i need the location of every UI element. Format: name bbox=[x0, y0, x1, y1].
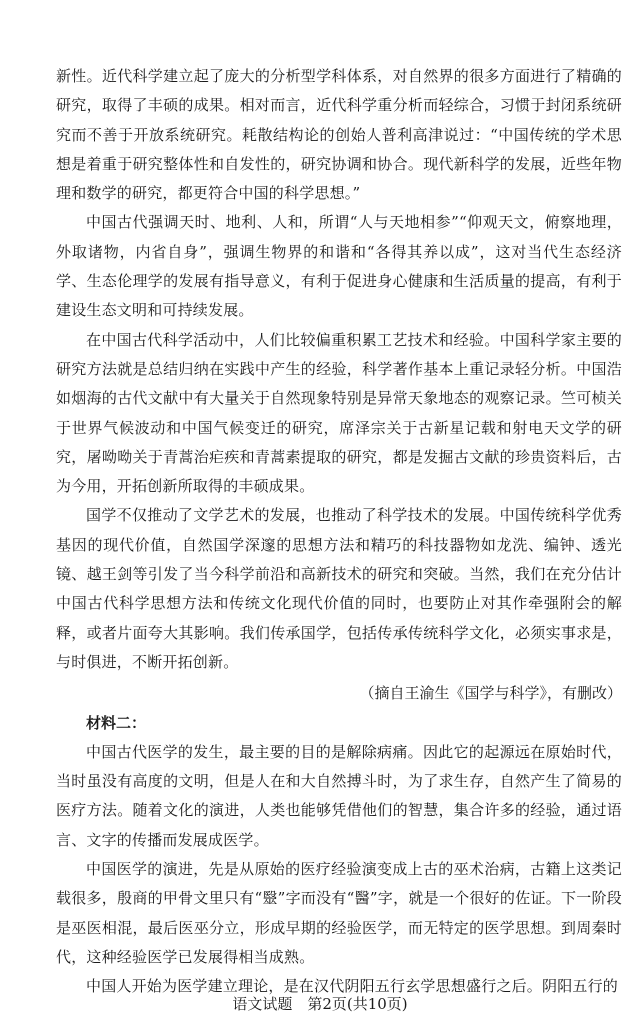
page-footer: 语文试题 第2页(共10页) bbox=[232, 995, 408, 1013]
paragraph-medicine-origin: 中国古代医学的发生，最主要的目的是解除病痛。因此它的起源远在原始时代，当时虽没有高度的文明，但是人在和大自然搏斗时，为了求生存，自然产生了简易的医疗方法。随着文化的演进，人类也能够凭借他们的智慧，集合许多的经验，通过语言、文字的传播而发展成医学。 bbox=[56, 742, 622, 849]
paragraph-scientific-system: 新性。近代科学建立起了庞大的分析型学科体系，对自然界的很多方面进行了精确的研究，取得了丰硕的成果。相对而言，近代科学重分析而轻综合，习惯于封闭系统研究而不善于开放系统研究。耗散结构论的创始人普利高津说过：“中国传统的学术思想是着重于研究整体性和自发性的，研究协调和协合。现代新科学的发展，近些年物理和数学的研究，都更符合中国的科学思想。” bbox=[56, 67, 622, 203]
material-two-heading: 材料二： bbox=[86, 713, 147, 732]
paragraph-guoxue-technology: 国学不仅推动了文学艺术的发展，也推动了科学技术的发展。中国传统科学优秀基因的现代价值，自然国学深邃的思想方法和精巧的科技器物如龙洗、编钟、透光镜、越王剑等引发了当今科学前沿和高新技术的研究和突破。当然，我们在充分估计中国古代科学思想方法和传统文化现代价值的同时，也要防止对其作牵强附会的解释，或者片面夸大其影响。我们传承国学，包括传承传统科学文化，必须实事求是，与时俱进，不断开拓创新。 bbox=[56, 506, 622, 671]
paragraph-harmony: 中国古代强调天时、地利、人和，所谓“人与天地相参”“仰观天文，俯察地理，外取诸物，内省自身”，强调生物界的和谐和“各得其养以成”，这对当代生态经济学、生态伦理学的发展有指导意义，有利于促进身心健康和生活质量的提高，有利于建设生态文明和可持续发展。 bbox=[56, 213, 622, 320]
paragraph-medicine-theory: 中国人开始为医学建立理论，是在汉代阴阳五行玄学思想盛行之后。阴阳五行的 bbox=[86, 977, 619, 996]
paragraph-ancient-experience: 在中国古代科学活动中，人们比较偏重积累工艺技术和经验。中国科学家主要的研究方法就是总结归纳在实践中产生的经验，科学著作基本上重记录轻分析。中国浩如烟海的古代文献中有大量关于自然现象特别是异常天象地态的观察记录。竺可桢关于世界气候波动和中国气候变迁的研究，席泽宗关于古新星记载和射电天文学的研究，屠呦呦关于青蒿治疟疾和青蒿素提取的研究，都是发掘古文献的珍贵资料后，古为今用，开拓创新所取得的丰硕成果。 bbox=[56, 330, 622, 496]
paragraph-medicine-evolution: 中国医学的演进，先是从原始的医疗经验演变成上古的巫术治病，古籍上这类记载很多，殷商的甲骨文里只有“毉”字而没有“醫”字，就是一个很好的佐证。下一阶段是巫医相混，最后医巫分立，形成早期的经验医学，而无特定的医学思想。到周秦时代，这种经验医学已发展得相当成熟。 bbox=[56, 860, 622, 966]
page-content bbox=[56, 62, 622, 1002]
source-citation: （摘自王渝生《国学与科学》，有删改） bbox=[359, 684, 622, 703]
